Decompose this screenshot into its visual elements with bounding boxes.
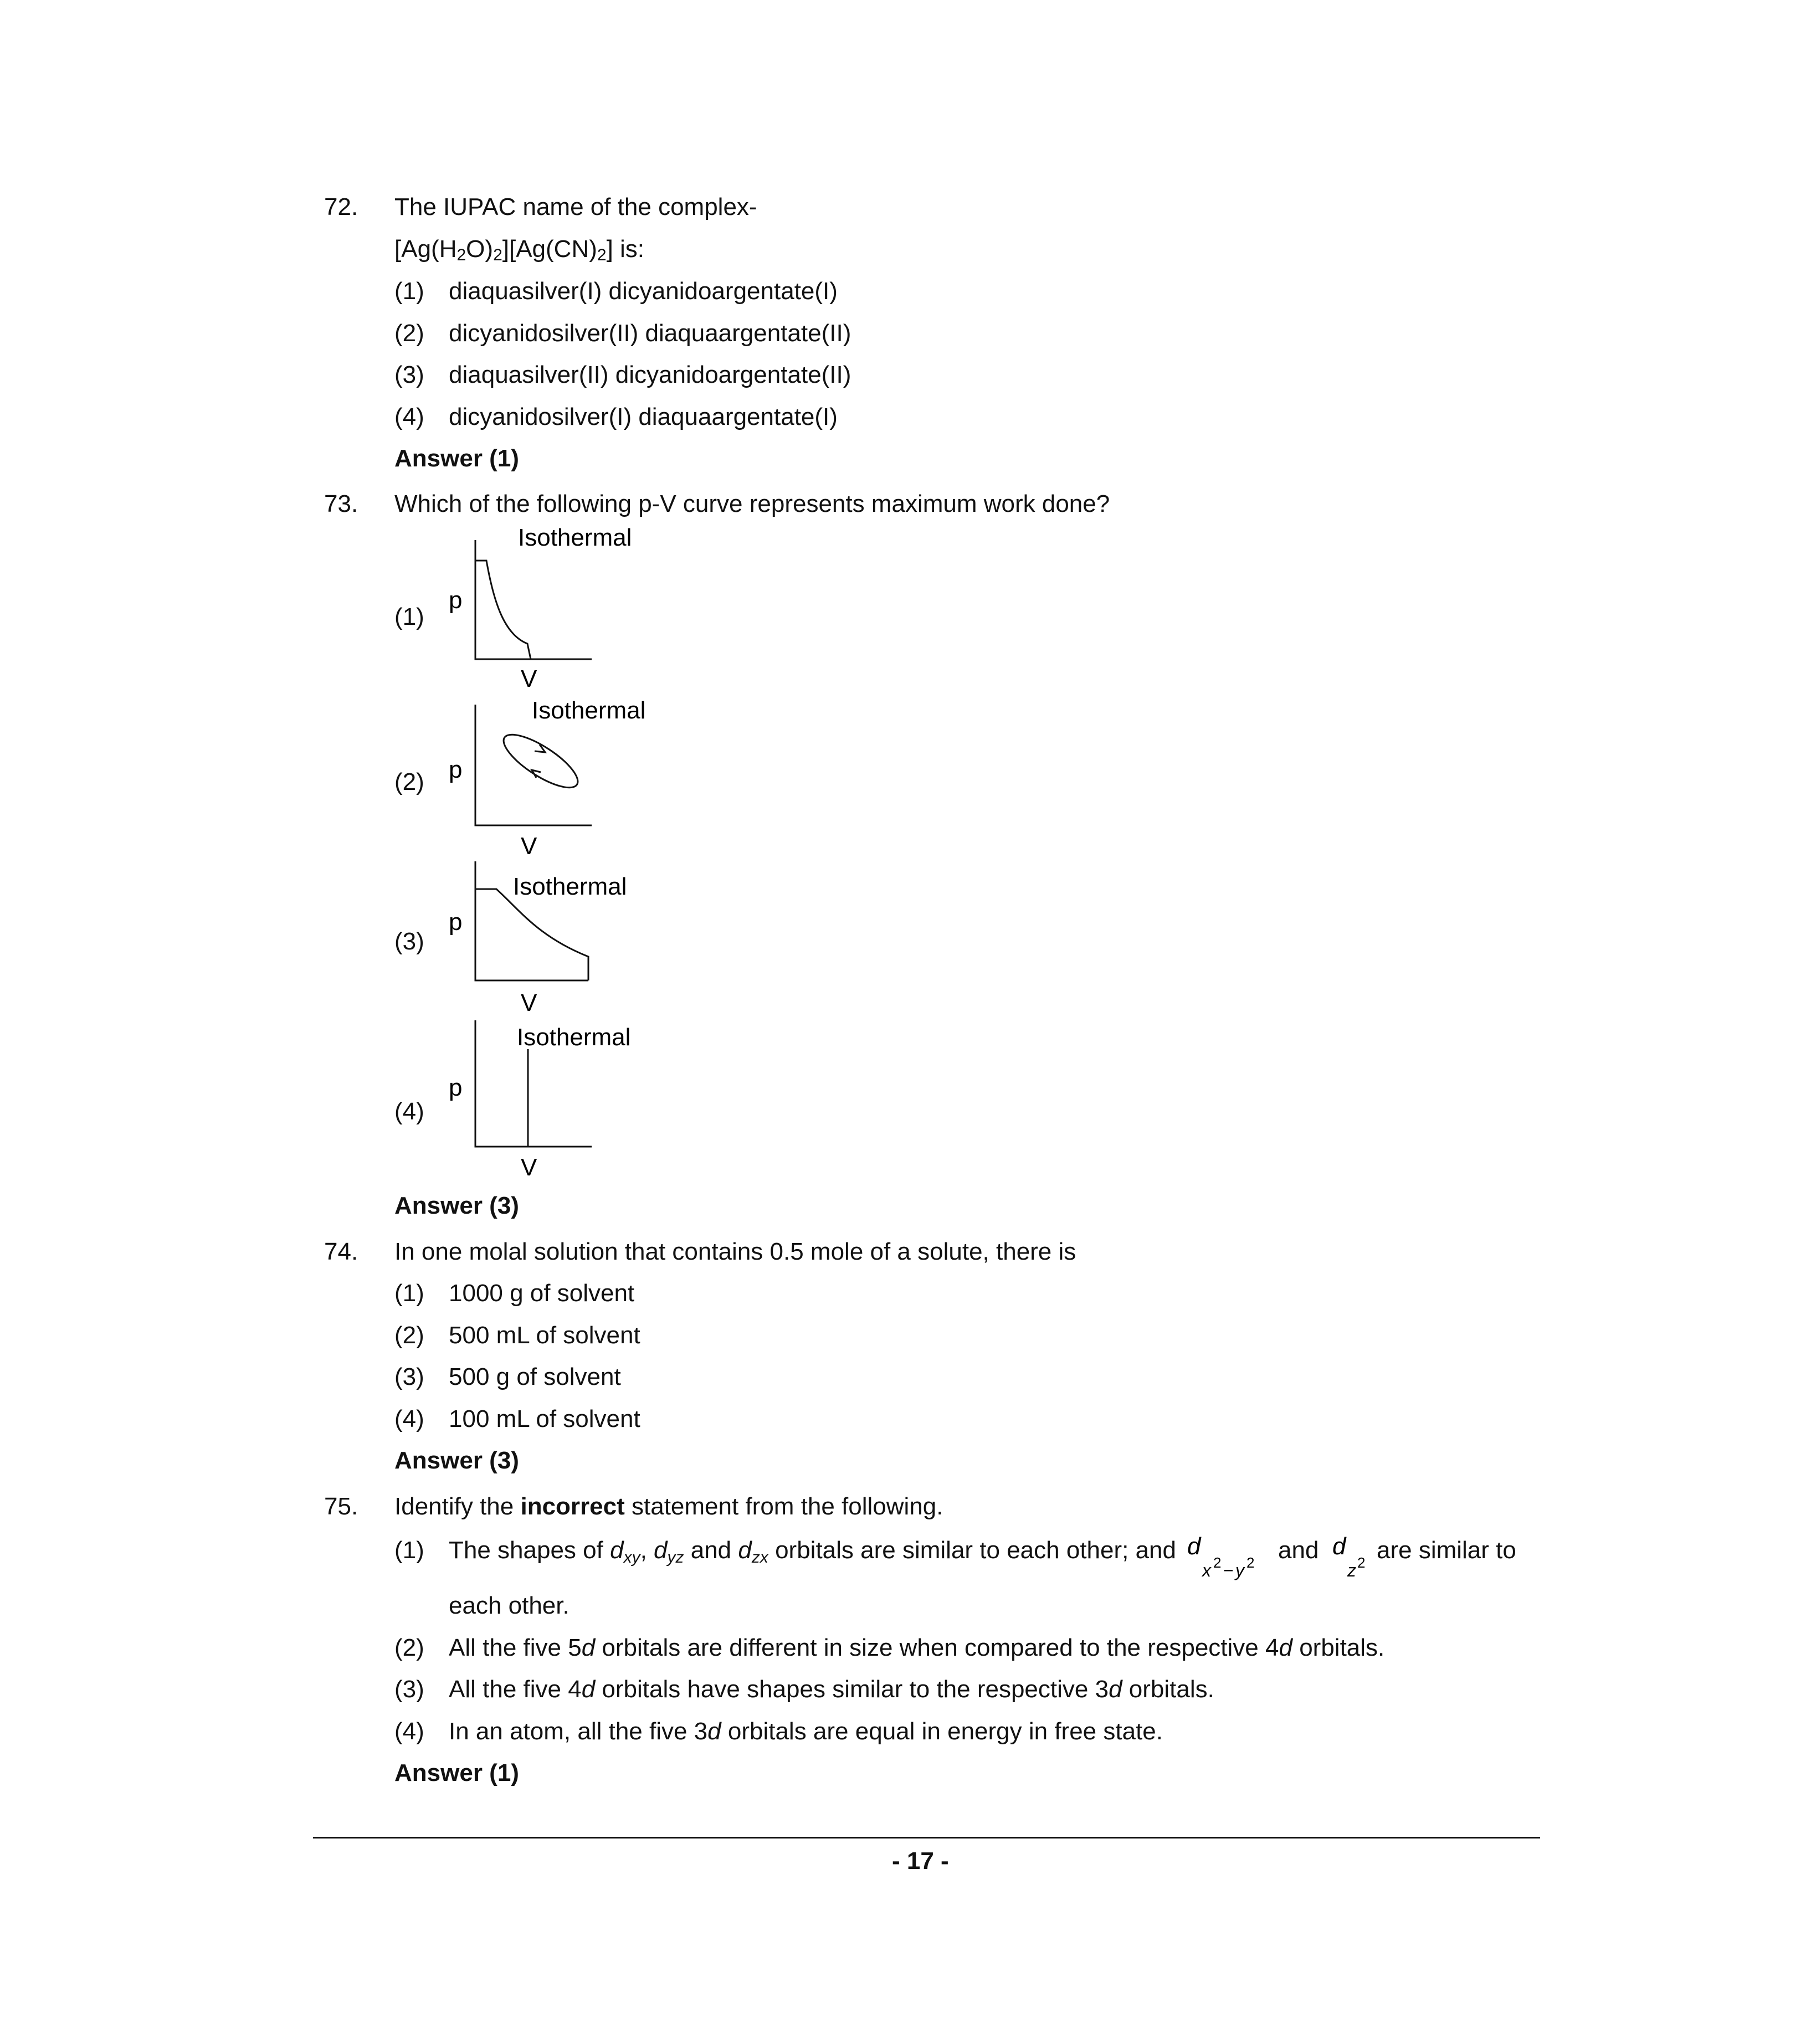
svg-text:−: − xyxy=(1223,1560,1234,1580)
option-text: diaquasilver(I) dicyanidoargentate(I) xyxy=(449,278,838,305)
question-stem: In one molal solution that contains 0.5 mole of a solute, there is xyxy=(394,1238,1076,1265)
pv-graph-1 xyxy=(438,521,632,698)
question-stem: Identify the incorrect statement from the following. xyxy=(394,1493,943,1520)
option-text: are similar to xyxy=(1377,1537,1516,1564)
x-axis-label: V xyxy=(521,1154,537,1181)
pv-graph-3 xyxy=(438,861,627,1022)
question-stem: The IUPAC name of the complex- xyxy=(394,193,757,220)
option-label: (1) xyxy=(394,603,424,630)
option-text: dicyanidosilver(I) diaquaargentate(I) xyxy=(449,403,838,430)
option-label: (4) xyxy=(394,403,424,430)
option-label: (2) xyxy=(394,768,424,795)
svg-text:2: 2 xyxy=(1213,1554,1222,1571)
option-label: (4) xyxy=(394,1098,424,1125)
graph-title: Isothermal xyxy=(518,524,632,551)
answer: Answer (1) xyxy=(394,445,519,472)
question-number: 74. xyxy=(324,1238,358,1265)
answer: Answer (3) xyxy=(394,1447,519,1474)
option-label: (1) xyxy=(394,278,424,305)
x-axis-label: V xyxy=(521,665,537,692)
x-axis-label: V xyxy=(521,833,537,860)
option-label: (1) xyxy=(394,1537,424,1564)
option-label: (3) xyxy=(394,361,424,388)
option-label: (4) xyxy=(394,1718,424,1745)
option-label: (2) xyxy=(394,1634,424,1661)
y-axis-label: p xyxy=(449,908,463,936)
footer-divider xyxy=(313,1837,1540,1838)
svg-text:z: z xyxy=(1347,1560,1356,1580)
y-axis-label: p xyxy=(449,1074,463,1101)
pv-graph-4 xyxy=(438,1015,631,1181)
graph-title: Isothermal xyxy=(532,697,646,724)
complex-formula: [Ag(H2O)2][Ag(CN)2] is: xyxy=(394,235,645,264)
option-text: In an atom, all the five 3d orbitals are equal in energy in free state. xyxy=(449,1718,1163,1745)
option-label: (4) xyxy=(394,1405,424,1432)
option-text: 100 mL of solvent xyxy=(449,1405,640,1432)
d-x2-y2-formula xyxy=(1184,1533,1273,1586)
graph-title: Isothermal xyxy=(517,1024,631,1051)
svg-text:y: y xyxy=(1235,1560,1244,1580)
answer: Answer (1) xyxy=(394,1759,519,1786)
option-label: (3) xyxy=(394,1676,424,1703)
option-text: dicyanidosilver(II) diaquaargentate(II) xyxy=(449,320,851,347)
option-text: The shapes of dxy, dyz and dzx orbitals are similar to each other; and xyxy=(449,1537,1176,1567)
svg-text:x: x xyxy=(1202,1560,1211,1580)
option-label: (2) xyxy=(394,320,424,347)
y-axis-label: p xyxy=(449,587,463,614)
option-label: (3) xyxy=(394,1363,424,1390)
option-text: 500 g of solvent xyxy=(449,1363,621,1390)
question-stem: Which of the following p-V curve represents maximum work done? xyxy=(394,490,1110,517)
graph-title: Isothermal xyxy=(513,873,627,900)
option-text: each other. xyxy=(449,1592,570,1619)
d-z2-formula xyxy=(1330,1533,1374,1586)
question-number: 72. xyxy=(324,193,358,220)
question-number: 75. xyxy=(324,1493,358,1520)
x-axis-label: V xyxy=(521,989,537,1016)
option-text: All the five 4d orbitals have shapes similar to the respective 3d orbitals. xyxy=(449,1676,1214,1703)
option-text: All the five 5d orbitals are different in size when compared to the respective 4d orbitals. xyxy=(449,1634,1385,1661)
pv-graph-2 xyxy=(438,694,646,860)
question-number: 73. xyxy=(324,490,358,517)
option-label: (3) xyxy=(394,928,424,955)
svg-text:d: d xyxy=(1187,1533,1201,1560)
option-label: (2) xyxy=(394,1322,424,1349)
option-text: 500 mL of solvent xyxy=(449,1322,640,1349)
page-number: - 17 - xyxy=(892,1847,949,1874)
answer: Answer (3) xyxy=(394,1192,519,1219)
option-text: 1000 g of solvent xyxy=(449,1280,635,1307)
option-text: diaquasilver(II) dicyanidoargentate(II) xyxy=(449,361,851,388)
option-text: and xyxy=(1278,1537,1319,1564)
svg-text:d: d xyxy=(1332,1533,1346,1560)
option-label: (1) xyxy=(394,1280,424,1307)
svg-text:2: 2 xyxy=(1357,1554,1366,1571)
y-axis-label: p xyxy=(449,756,463,783)
svg-text:2: 2 xyxy=(1246,1554,1255,1571)
